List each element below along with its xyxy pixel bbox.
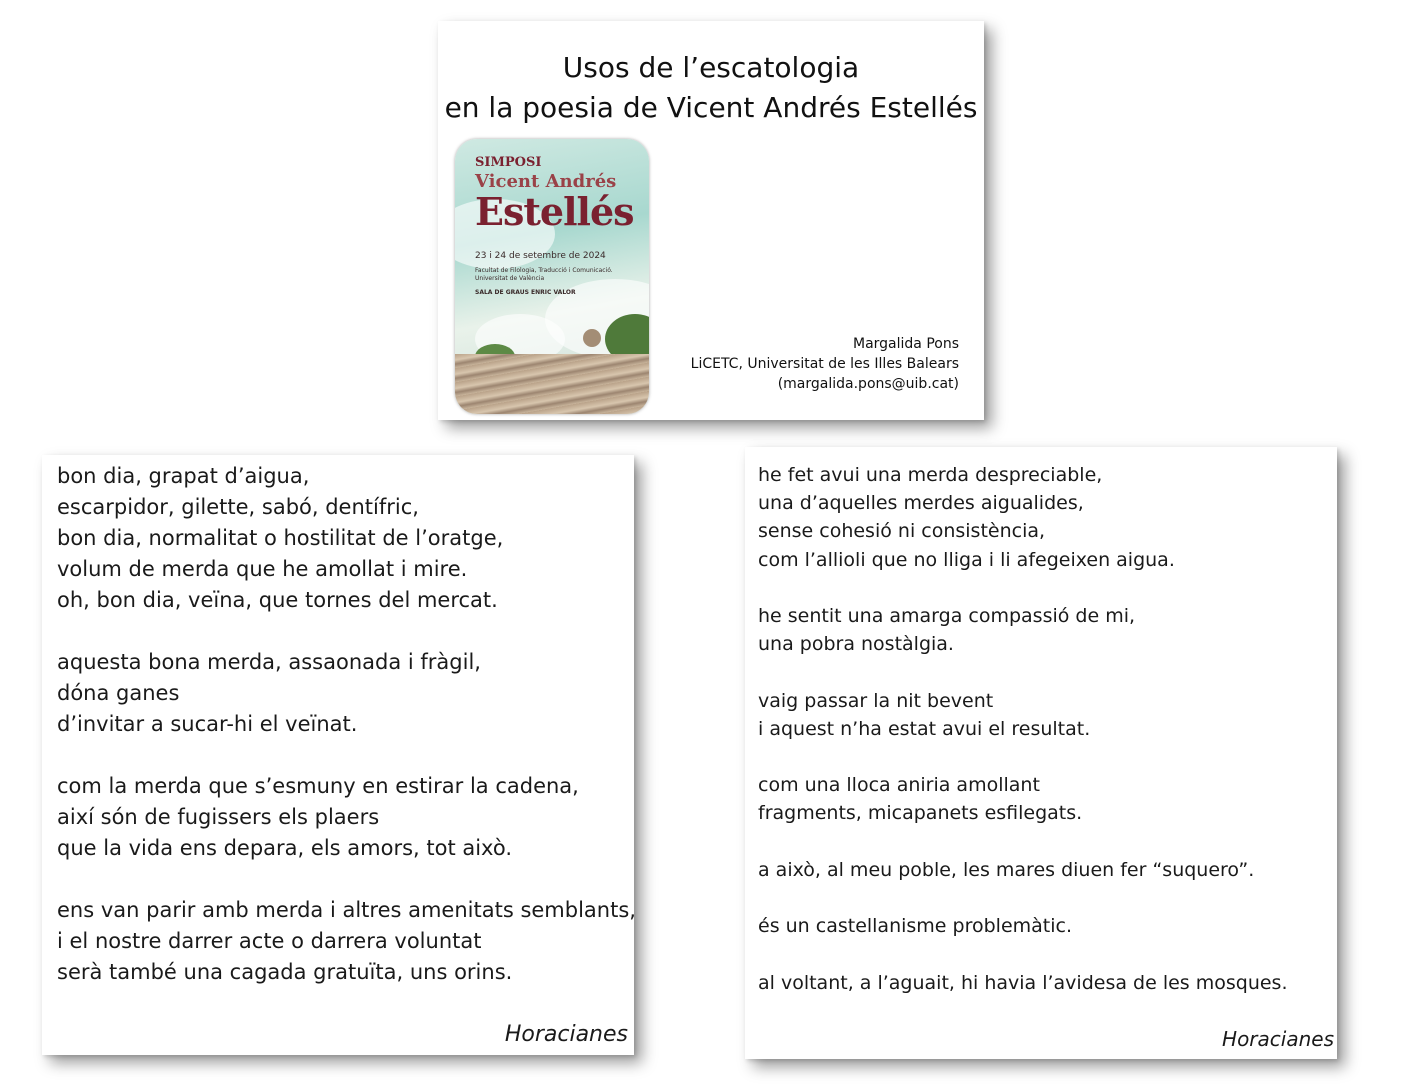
poster-name-2: Estellés [475, 189, 634, 234]
poem-text: he fet avui una merda despreciable, una d’aquelles merdes aigualides, sense cohesió ni consistència, com l’allioli que no lliga i li afegeixen aigua. he sentit una amarga compassió de mi, una pobra nostàlgia. vaig passar la nit bevent i aquest n’ha estat avui el resultat. com una lloca aniria amollant fragments, micapanets esfilegats. a això, al meu poble, les mares diuen fer “suquero”. és un castellanisme problemàtic. al voltant, a l’aguait, hi havia l’avidesa de les mosques. [758, 464, 1288, 994]
poster-faculty-2: Universitat de València [475, 275, 545, 282]
poem-card-right [745, 447, 1337, 1059]
symposium-poster [455, 139, 649, 414]
author-name: Margalida Pons [852, 336, 959, 352]
title-slide [438, 21, 984, 420]
poster-name-1: Vicent Andrés [475, 171, 617, 192]
poster-date: 23 i 24 de setembre de 2024 [475, 251, 606, 261]
poem-source: Horacianes [1222, 1027, 1334, 1051]
poem-card-left [42, 455, 634, 1055]
author-email: (margalida.pons@uib.cat) [777, 376, 959, 392]
poster-room: SALA DE GRAUS ENRIC VALOR [475, 289, 576, 296]
poem-source: Horacianes [504, 1022, 628, 1047]
stone-steps-illustration [455, 354, 649, 414]
author-affiliation: LiCETC, Universitat de les Illes Balears [690, 356, 959, 372]
poster-faculty-1: Facultat de Filologia, Traducció i Comunicació. [475, 267, 613, 274]
poem-text: bon dia, grapat d’aigua, escarpidor, gilette, sabó, dentífric, bon dia, normalitat o hostilitat de l’oratge, volum de merda que he amollat i mire. oh, bon dia, veïna, que tornes del mercat. aquesta bona merda, assaonada i fràgil, dóna ganes d’invitar a sucar-hi el veïnat. com la merda que s’esmuny en estirar la cadena, així són de fugissers els plaers que la vida ens depara, els amors, tot això. ens van parir amb merda i altres amenitats semblants, i el nostre darrer acte o darrera voluntat serà també una cagada gratuïta, uns orins. [57, 464, 636, 984]
slide-title-line-1: Usos de l’escatologia [562, 51, 860, 84]
stone-ball-illustration [583, 329, 601, 347]
slide-title-line-2: en la poesia de Vicent Andrés Estellés [444, 91, 978, 124]
poster-simposi: SIMPOSI [475, 155, 542, 170]
